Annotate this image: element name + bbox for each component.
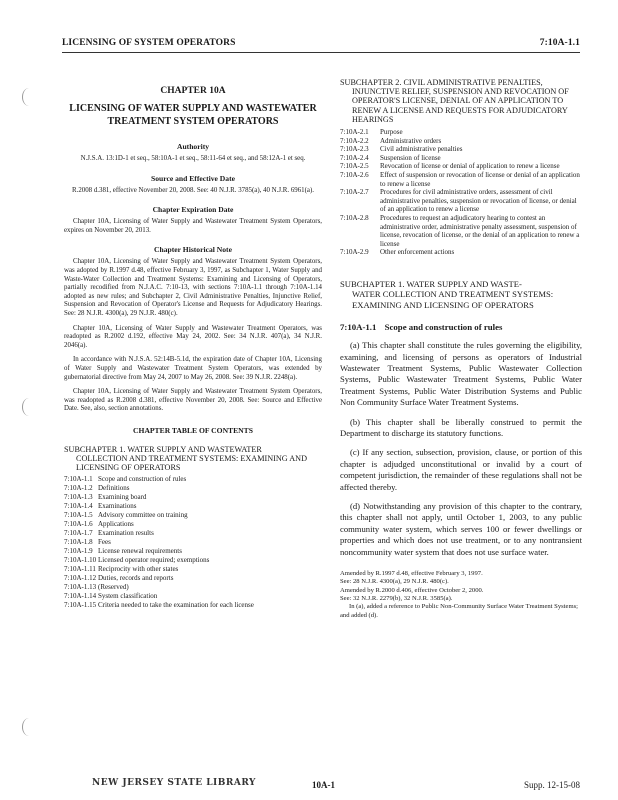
header-rule xyxy=(62,52,580,53)
toc-title: (Reserved) xyxy=(98,583,129,592)
page-footer xyxy=(62,780,580,794)
toc-title: Other enforcement actions xyxy=(380,248,455,257)
toc-number: 7:10A-2.1 xyxy=(340,128,369,137)
expiration-heading: Chapter Expiration Date xyxy=(152,205,234,215)
toc-item[interactable] xyxy=(64,565,322,574)
toc-item[interactable] xyxy=(340,188,582,214)
toc-title: Examinations xyxy=(98,502,137,511)
toc-title: Duties, records and reports xyxy=(98,574,174,583)
subchapter-1-heading xyxy=(340,279,582,310)
toc-title: Advisory committee on training xyxy=(98,511,188,520)
subchapter-heading-line: SUBCHAPTER 1. WATER SUPPLY AND WASTEWATER xyxy=(64,444,262,454)
toc-item[interactable] xyxy=(340,145,582,154)
toc-title: Procedures to request an adjudicatory hearing to contest an administrative order, administrative penalty assessment, suspension of license, revocation of license, or the denial of an application to renew a license xyxy=(380,213,580,248)
toc-title: Effect of suspension or revocation of license or denial of an application to renew a license xyxy=(380,170,580,188)
history-heading: Chapter Historical Note xyxy=(154,245,232,255)
toc-number: 7:10A-2.5 xyxy=(340,162,369,171)
toc-number: 7:10A-1.1 xyxy=(64,475,93,484)
toc-number: 7:10A-1.6 xyxy=(64,520,93,529)
toc-title: Procedures for civil administrative orders, assessment of civil administrative penalties, suspension or revocation of license, or denial of an application to renew a license xyxy=(380,188,577,214)
toc-item[interactable] xyxy=(64,547,322,556)
history-line: Amended by R.2000 d.406, effective October 2, 2000. xyxy=(340,586,484,594)
subchapter-heading-rest: WATER COLLECTION AND TREATMENT SYSTEMS: EXAMINING AND LICENSING OF OPERATORS xyxy=(352,289,554,310)
toc-title: Administrative orders xyxy=(380,136,442,145)
subchapter-heading-line: SUBCHAPTER 1. WATER SUPPLY AND WASTE- xyxy=(340,278,522,289)
toc-item[interactable] xyxy=(64,538,322,547)
toc-item[interactable] xyxy=(64,484,322,493)
toc-list xyxy=(340,128,582,257)
subchapter-heading-rest: COLLECTION AND TREATMENT SYSTEMS: EXAMINING AND LICENSING OF OPERATORS xyxy=(76,454,307,473)
toc-number: 7:10A-1.15 xyxy=(64,601,97,610)
toc-heading: CHAPTER TABLE OF CONTENTS xyxy=(133,425,253,435)
toc-title: Licensed operator required; exemptions xyxy=(98,556,210,565)
history-line: See: 28 N.J.R. 4300(a), 29 N.J.R. 480(c). xyxy=(340,578,449,586)
history-paragraph: Chapter 10A, Licensing of Water Supply and Wastewater Treatment System Operators, was readopted as R.2008 d.381, effective November 20, 2008. See: Source and Effective Date. See, also, section annotations. xyxy=(64,388,322,413)
toc-number: 7:10A-2.2 xyxy=(340,136,369,145)
toc-number: 7:10A-2.9 xyxy=(340,248,369,257)
history-paragraph: In accordance with N.J.S.A. 52:14B-5.1d, the expiration date of Chapter 10A, Licensing of Water Supply and Wastewater Treatment System Operators, was extended by gubernatorial directive from May 24, 2007 to May 26, 2008. See: 39 N.J.R. 2248(a). xyxy=(64,356,322,381)
history-paragraph: Chapter 10A, Licensing of Water Supply and Wastewater Treatment Operators, was readopted as R.2002 d.192, effective May 24, 2002. See: 34 N.J.R. 407(a), 34 N.J.R. 2046(a). xyxy=(64,324,322,349)
toc-title: Examination results xyxy=(98,529,154,538)
page-number: 10A-1 xyxy=(312,780,335,790)
toc-number: 7:10A-1.5 xyxy=(64,511,93,520)
toc-title: Reciprocity with other states xyxy=(98,565,179,574)
margin-mark xyxy=(22,718,36,736)
toc-list xyxy=(64,475,322,610)
paragraph-c: (c) If any section, subsection, provision, clause, or portion of this chapter is adjudged unconstitutional or invalid by a court of competent jurisdiction, the remainder of these regulations shall not be affected thereby. xyxy=(340,447,582,492)
toc-item[interactable] xyxy=(64,574,322,583)
toc-number: 7:10A-1.10 xyxy=(64,556,97,565)
toc-number: 7:10A-2.8 xyxy=(340,213,369,222)
toc-title: Definitions xyxy=(98,484,130,493)
history-line: Amended by R.1997 d.48, effective February 3, 1997. xyxy=(340,570,483,578)
toc-item[interactable] xyxy=(340,137,582,146)
margin-mark xyxy=(22,88,36,106)
toc-title: Applications xyxy=(98,520,134,529)
source-heading: Source and Effective Date xyxy=(150,173,235,183)
toc-title: Revocation of license or denial of application to renew a license xyxy=(380,162,560,171)
toc-item[interactable] xyxy=(64,601,322,610)
paragraph-a: (a) This chapter shall constitute the rules governing the eligibility, examining, and licensing of persons as operators of Industrial Wastewater Treatment Systems, Public Wastewater Collection Systems, Public Wastewater Treatment Systems, Public Water Treatment Systems, Public Water Distribution Systems and Public Non Community Surface Water Treatment Systems. xyxy=(340,340,582,408)
section-title: Scope and construction of rules xyxy=(384,322,503,333)
right-column xyxy=(340,78,582,620)
toc-item[interactable] xyxy=(64,493,322,502)
toc-number: 7:10A-1.14 xyxy=(64,592,97,601)
expiration-text: Chapter 10A, Licensing of Water Supply and Wastewater Treatment System Operators, expires on November 20, 2013. xyxy=(64,218,322,234)
left-column xyxy=(64,78,322,610)
toc-item[interactable] xyxy=(340,248,582,257)
paragraph-d: (d) Notwithstanding any provision of this chapter to the contrary, this chapter shall not apply, until October 1, 2003, to any public community water system, which serves 100 or fewer dwellings or properties and which does not use treatment, or to any nontransient noncommunity water system that does not use surface water. xyxy=(340,501,582,557)
authority-heading: Authority xyxy=(176,142,210,151)
toc-item[interactable] xyxy=(340,128,582,137)
running-head-title: LICENSING OF SYSTEM OPERATORS xyxy=(62,38,236,48)
section-number: 7:10A-1.1 xyxy=(340,322,377,333)
toc-item[interactable] xyxy=(340,171,582,188)
library-stamp: NEW JERSEY STATE LIBRARY xyxy=(92,778,256,788)
toc-number: 7:10A-1.12 xyxy=(64,574,97,583)
subchapter-heading xyxy=(64,445,322,473)
toc-number: 7:10A-1.7 xyxy=(64,529,93,538)
toc-item[interactable] xyxy=(64,511,322,520)
toc-title: Civil administrative penalties xyxy=(380,145,463,154)
toc-title: System classification xyxy=(98,592,158,601)
subchapter-2-heading xyxy=(340,78,582,124)
paragraph-b: (b) This chapter shall be liberally construed to permit the Department to discharge its statutory functions. xyxy=(340,416,582,438)
toc-item[interactable] xyxy=(64,529,322,538)
toc-title: Examining board xyxy=(98,493,147,502)
chapter-title: LICENSING OF WATER SUPPLY AND WASTEWATER TREATMENT SYSTEM OPERATORS xyxy=(69,103,317,127)
toc-item[interactable] xyxy=(64,502,322,511)
toc-number: 7:10A-1.9 xyxy=(64,547,93,556)
chapter-label: CHAPTER 10A xyxy=(160,86,226,96)
section-history xyxy=(340,570,582,620)
toc-number: 7:10A-1.4 xyxy=(64,502,93,511)
margin-mark xyxy=(22,398,36,416)
toc-number: 7:10A-1.13 xyxy=(64,583,97,592)
toc-title: Criteria needed to take the examination for each license xyxy=(98,601,254,610)
toc-number: 7:10A-1.2 xyxy=(64,484,93,493)
history-line: In (a), added a reference to Public Non-Community Surface Water Treatment Systems; and added (d). xyxy=(340,603,578,619)
toc-title: Fees xyxy=(98,538,111,547)
toc-title: License renewal requirements xyxy=(98,547,182,556)
subchapter-heading-line: SUBCHAPTER 2. CIVIL ADMINISTRATIVE PENALTIES, xyxy=(340,78,543,87)
history-line: See: 32 N.J.R. 2279(b), 32 N.J.R. 3585(a). xyxy=(340,594,453,602)
toc-number: 7:10A-1.8 xyxy=(64,538,93,547)
toc-title: Purpose xyxy=(380,128,403,137)
toc-item[interactable] xyxy=(340,214,582,248)
toc-number: 7:10A-2.7 xyxy=(340,188,369,197)
section-heading xyxy=(340,322,582,332)
toc-number: 7:10A-2.3 xyxy=(340,145,369,154)
toc-title: Suspension of license xyxy=(380,153,441,162)
toc-number: 7:10A-1.3 xyxy=(64,493,93,502)
toc-number: 7:10A-2.6 xyxy=(340,170,369,179)
toc-item[interactable] xyxy=(340,154,582,163)
toc-number: 7:10A-1.11 xyxy=(64,565,96,574)
toc-item[interactable] xyxy=(64,475,322,484)
authority-text: N.J.S.A. 13:1D-1 et seq., 58:10A-1 et seq., 58:11-64 et seq., and 58:12A-1 et seq. xyxy=(80,155,306,162)
toc-item[interactable] xyxy=(64,583,322,592)
toc-item[interactable] xyxy=(64,520,322,529)
running-head xyxy=(62,38,580,52)
running-head-section: 7:10A-1.1 xyxy=(539,38,580,48)
toc-item[interactable] xyxy=(64,592,322,601)
history-paragraph: Chapter 10A, Licensing of Water Supply and Wastewater Treatment System Operators, was adopted by R.1997 d.48, effective February 3, 1997, as Subchapter 1, Water Supply and Waste-Water Collection and Treatment Systems: Examining and Licensing of Operators, partially recodified from N.J.A.C. 7:10-13, with sections 7:10A-1.1 through 7:10A-1.14 adopted as new rules; and Subchapter 2, Civil Administrative Penalties, Injunctive Relief, Suspension and Revocation of Operator's License and Requests for Adjudicatory Hearings. See: 28 N.J.R. 4300(a), 29 N.J.R. 480(c). xyxy=(64,258,322,317)
toc-number: 7:10A-2.4 xyxy=(340,153,369,162)
subchapter-heading-rest: INJUNCTIVE RELIEF, SUSPENSION AND REVOCATION OF OPERATOR'S LICENSE, DENIAL OF AN APPLICATION TO RENEW A LICENSE AND REQUESTS FOR ADJUDICATORY HEARINGS xyxy=(352,87,569,124)
toc-item[interactable] xyxy=(64,556,322,565)
toc-title: Scope and construction of rules xyxy=(98,475,187,484)
source-text: R.2008 d.381, effective November 20, 2008. See: 40 N.J.R. 3785(a), 40 N.J.R. 6961(a). xyxy=(72,186,314,194)
toc-item[interactable] xyxy=(340,162,582,171)
supplement-date: Supp. 12-15-08 xyxy=(524,780,580,790)
